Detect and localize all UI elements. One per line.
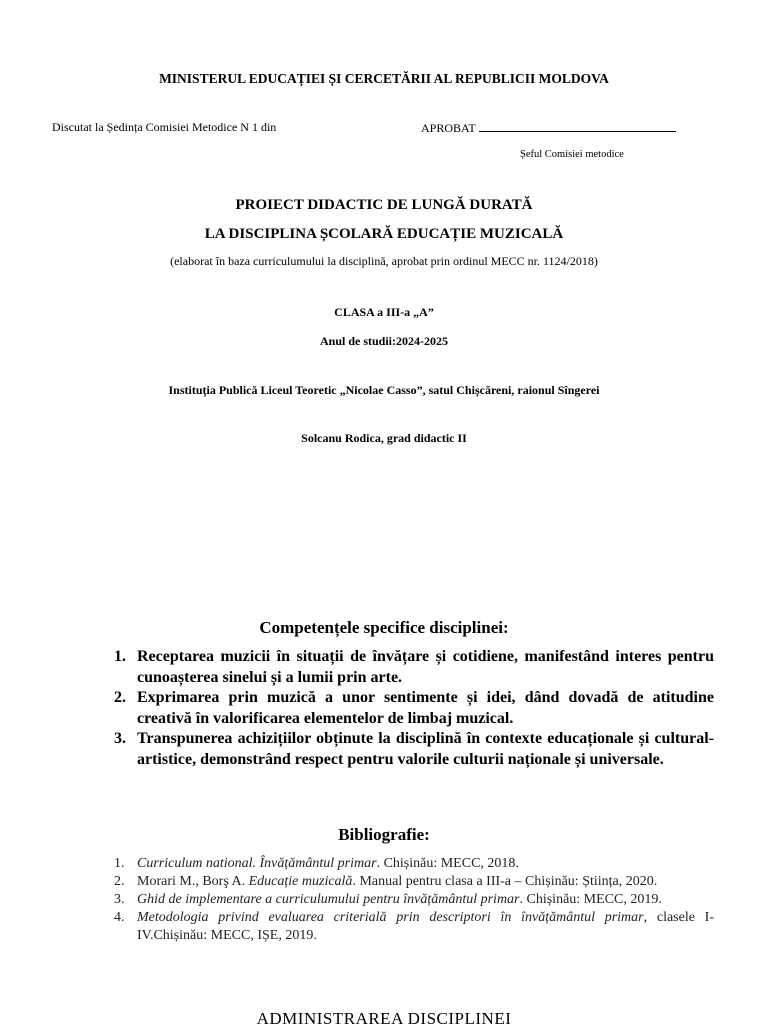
- reference-title: Curriculum national. Învățământul primar: [137, 856, 377, 871]
- class-label: CLASA a III-a „A”: [334, 305, 434, 319]
- reference-title: Ghid de implementare a curriculumului pentru învățământul primar: [137, 892, 520, 907]
- list-item: [104, 729, 714, 770]
- school-year: Anul de studii:2024-2025: [319, 334, 449, 348]
- list-item: [104, 688, 714, 729]
- list-item: [104, 909, 714, 945]
- document-subtitle: (elaborat în baza curriculumului la disciplină, aprobat prin ordinul MECC nr. 1124/2018): [170, 254, 598, 268]
- author-name: Solcanu Rodica, grad didactic II: [301, 431, 467, 445]
- list-number: 2.: [114, 874, 125, 889]
- competences-list: [104, 647, 714, 770]
- competences-title: Competențele specifice disciplinei:: [259, 618, 509, 637]
- list-number: 1.: [114, 648, 126, 665]
- discussed-note: Discutat la Ședința Comisiei Metodice N 1 din: [52, 120, 277, 134]
- list-number: 1.: [114, 856, 125, 871]
- document-title-line1: PROIECT DIDACTIC DE LUNGĂ DURATĂ: [235, 197, 533, 213]
- reference-title: Metodologia privind evaluarea criterială prin descriptori în învățământul primar: [137, 910, 644, 925]
- list-item: [104, 873, 714, 891]
- list-text: Transpunerea achizițiilor obținute la disciplină în contexte educaționale și cultural-artistice, demonstrând respect pentru valorile culturii naționale și universale.: [137, 730, 714, 768]
- document-title-line2: LA DISCIPLINA ȘCOLARĂ EDUCAȚIE MUZICALĂ: [204, 226, 564, 242]
- bibliography-list: [104, 855, 714, 945]
- section-heading: ADMINISTRAREA DISCIPLINEI: [256, 1009, 512, 1028]
- reference-suffix: . Chișinău: MECC, 2018.: [376, 856, 519, 871]
- reference-suffix: . Manual pentru clasa a III-a – Chișinău: Știința, 2020.: [352, 874, 658, 889]
- ministry-heading: MINISTERUL EDUCAȚIEI ȘI CERCETĂRII AL REPUBLICII MOLDOVA: [159, 71, 609, 86]
- list-text: Exprimarea prin muzică a unor sentimente și idei, dând dovadă de atitudine creativă în valorificarea elementelor de limbaj muzical.: [137, 689, 714, 727]
- institution-name: Instituția Publică Liceul Teoretic „Nicolae Casso”, satul Chișcăreni, raionul Sîngerei: [168, 383, 600, 397]
- reference-suffix: . Chișinău: MECC, 2019.: [519, 892, 662, 907]
- list-number: 4.: [114, 910, 125, 925]
- list-text: Receptarea muzicii în situații de învățare și cotidiene, manifestând interes pentru cunoașterea sinelui și a lumii prin arte.: [137, 648, 714, 686]
- list-number: 3.: [114, 892, 125, 907]
- list-number: 3.: [114, 730, 126, 747]
- bibliography-title: Bibliografie:: [338, 825, 430, 844]
- reference-prefix: Morari M., Borş A.: [137, 874, 249, 889]
- list-number: 2.: [114, 689, 126, 706]
- list-item: [104, 647, 714, 688]
- approved-label: APROBAT: [421, 121, 476, 135]
- reference-suffix: , clasele I-IV.Chișinău: MECC, IȘE, 2019.: [137, 910, 714, 943]
- reference-title: Educație muzicală: [248, 874, 353, 889]
- list-item: [104, 855, 714, 873]
- list-item: [104, 891, 714, 909]
- head-of-commission-label: Șeful Comisiei metodice: [520, 149, 624, 160]
- approved-block: [421, 120, 676, 136]
- signature-line: [479, 120, 676, 132]
